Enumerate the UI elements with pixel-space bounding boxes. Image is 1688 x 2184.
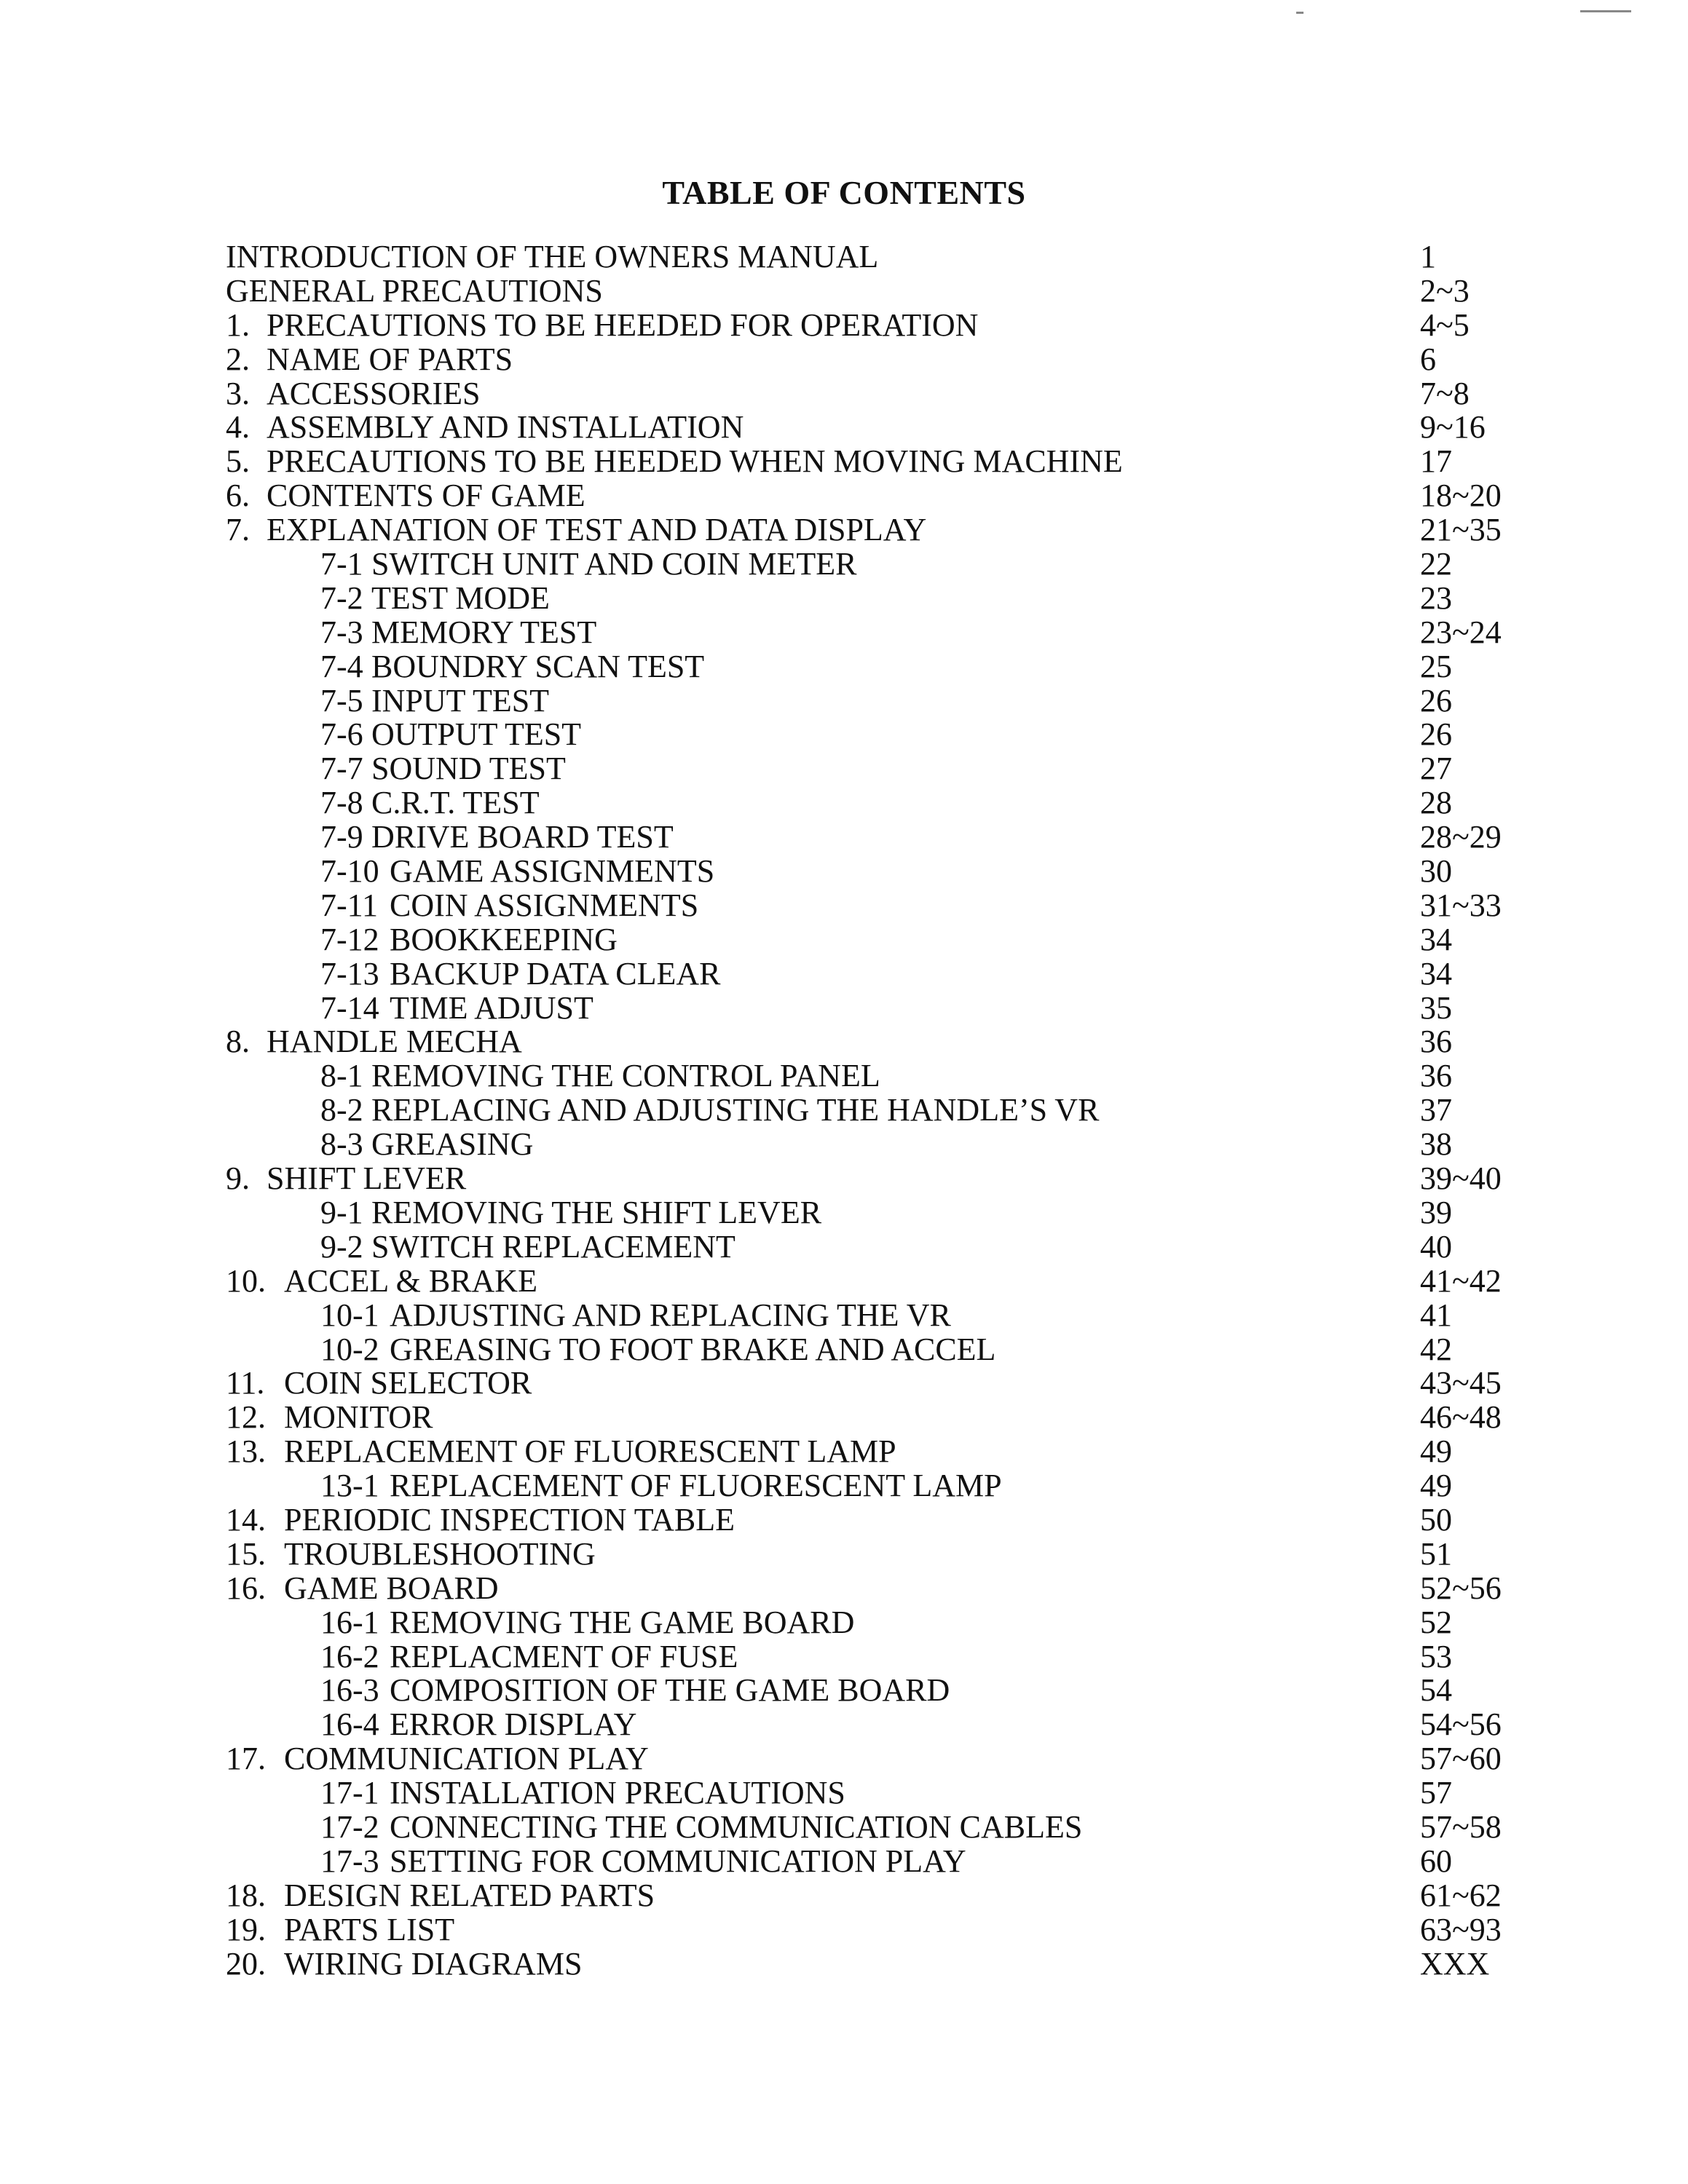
- toc-entry-page: 38: [1420, 1126, 1452, 1163]
- toc-entry-label: COIN SELECTOR: [284, 1365, 532, 1401]
- toc-entry-label: INTRODUCTION OF THE OWNERS MANUAL: [226, 239, 879, 274]
- toc-entry: [226, 445, 1537, 479]
- toc-entry-page: 25: [1420, 648, 1452, 684]
- toc-entry-page: 57~60: [1420, 1741, 1502, 1777]
- toc-entry-page: 28: [1420, 785, 1452, 821]
- toc-entry: [226, 306, 1537, 343]
- toc-entry-page: 26: [1420, 682, 1452, 719]
- toc-entry: [226, 274, 1537, 309]
- toc-entry-page: 4~5: [1420, 306, 1470, 343]
- toc-entry-page: 41~42: [1420, 1262, 1502, 1299]
- toc-entry-number: 18.: [226, 1877, 266, 1913]
- toc-entry-page: 61~62: [1420, 1877, 1502, 1913]
- toc-entry-page: 18~20: [1420, 478, 1502, 514]
- toc-entry-page: 50: [1420, 1501, 1452, 1538]
- toc-entry-number: 7-8: [320, 785, 363, 821]
- toc-entry-page: 23~24: [1420, 614, 1502, 650]
- toc-entry: [226, 650, 1537, 684]
- toc-entry-label: BOUNDRY SCAN TEST: [371, 648, 705, 684]
- toc-entry-number: 5.: [226, 443, 250, 480]
- toc-entry-label: REMOVING THE CONTROL PANEL: [371, 1058, 880, 1094]
- toc-entry-number: 20.: [226, 1945, 266, 1982]
- toc-entry-number: 15.: [226, 1535, 266, 1572]
- toc-entry-number: 16-2: [320, 1638, 379, 1674]
- toc-entry-label: REPLACEMENT OF FLUORESCENT LAMP: [284, 1433, 896, 1470]
- toc-entry: [226, 1025, 1537, 1059]
- toc-entry-number: 7-9: [320, 819, 363, 855]
- toc-entry: [226, 1262, 1537, 1299]
- toc-entry-page: 35: [1420, 989, 1452, 1026]
- toc-entry: [226, 1128, 1537, 1162]
- toc-entry: [226, 752, 1537, 786]
- toc-entry-page: 26: [1420, 716, 1452, 753]
- toc-entry-page: 49: [1420, 1468, 1452, 1504]
- toc-entry-label: CONTENTS OF GAME: [267, 478, 585, 514]
- toc-entry-number: 12.: [226, 1399, 266, 1436]
- toc-entry-page: 49: [1420, 1433, 1452, 1470]
- toc-entry-label: REPLACING AND ADJUSTING THE HANDLE’S VR: [371, 1092, 1100, 1128]
- toc-entry-page: 30: [1420, 853, 1452, 890]
- toc-entry-number: 7-1: [320, 546, 363, 582]
- toc-entry-label: TROUBLESHOOTING: [284, 1535, 596, 1572]
- toc-entry-number: 9-1: [320, 1194, 363, 1230]
- toc-entry: [226, 1947, 1537, 1982]
- toc-entry-label: SWITCH UNIT AND COIN METER: [371, 546, 857, 582]
- toc-entry-number: 17-2: [320, 1808, 379, 1845]
- toc-entry-label: SWITCH REPLACEMENT: [371, 1228, 735, 1265]
- toc-entry-number: 7-7: [320, 751, 363, 787]
- toc-entry: [226, 1230, 1537, 1265]
- toc-entry-label: SOUND TEST: [371, 751, 566, 787]
- toc-entry-number: 17-3: [320, 1843, 379, 1879]
- toc-entry-label: WIRING DIAGRAMS: [284, 1945, 583, 1982]
- toc-entry-label: NAME OF PARTS: [267, 341, 513, 377]
- toc-entry-number: 7-10: [320, 853, 379, 890]
- toc-entry-label: INPUT TEST: [371, 682, 550, 719]
- toc-entry-label: SETTING FOR COMMUNICATION PLAY: [390, 1843, 966, 1879]
- toc-entry-number: 17-1: [320, 1775, 379, 1811]
- toc-entry-label: COIN ASSIGNMENTS: [390, 887, 699, 923]
- toc-entry-label: REPLACMENT OF FUSE: [390, 1638, 738, 1674]
- toc-entry-label: ERROR DISPLAY: [390, 1706, 637, 1743]
- toc-entry: [226, 923, 1537, 957]
- toc-entry-number: 10.: [226, 1262, 266, 1299]
- toc-entry-page: 23: [1420, 579, 1452, 616]
- toc-entry: [226, 377, 1537, 411]
- toc-entry-number: 16.: [226, 1570, 266, 1606]
- toc-entry: [226, 1469, 1537, 1503]
- toc-entry-number: 8-3: [320, 1126, 363, 1163]
- toc-entry-page: 51: [1420, 1535, 1452, 1572]
- toc-entry-number: 7-14: [320, 989, 379, 1026]
- toc-entry-label: ACCESSORIES: [267, 375, 481, 411]
- toc-entry-number: 9.: [226, 1160, 250, 1197]
- toc-entry-page: XXX: [1420, 1945, 1490, 1982]
- toc-entry-page: 52: [1420, 1604, 1452, 1640]
- toc-entry: [226, 1435, 1537, 1469]
- toc-entry: [226, 1606, 1537, 1640]
- toc-entry-page: 43~45: [1420, 1365, 1502, 1401]
- toc-entry-label: BOOKKEEPING: [390, 921, 618, 957]
- toc-entry-label: MONITOR: [284, 1399, 433, 1436]
- toc-entry-number: 7-12: [320, 921, 379, 957]
- toc-entry-label: BACKUP DATA CLEAR: [390, 955, 721, 992]
- toc-entry-number: 7-11: [320, 887, 379, 923]
- toc-entry-label: GENERAL PRECAUTIONS: [226, 272, 603, 309]
- toc-entry: [226, 1640, 1537, 1674]
- toc-entry-number: 6.: [226, 478, 250, 514]
- toc-entry-label: GAME BOARD: [284, 1570, 499, 1606]
- toc-entry-label: OUTPUT TEST: [371, 716, 582, 753]
- toc-entry: [226, 343, 1537, 377]
- toc-entry-number: 9-2: [320, 1228, 363, 1265]
- toc-entry-number: 13-1: [320, 1468, 379, 1504]
- toc-entry-label: MEMORY TEST: [371, 614, 597, 650]
- toc-entry-page: 40: [1420, 1228, 1452, 1265]
- toc-entry: [226, 1808, 1537, 1845]
- toc-entry: [226, 1299, 1537, 1333]
- scan-artifact-line: [1580, 10, 1631, 12]
- toc-entry-page: 6: [1420, 341, 1436, 377]
- toc-entry: [226, 240, 1537, 274]
- toc-entry-label: REPLACEMENT OF FLUORESCENT LAMP: [390, 1468, 1002, 1504]
- toc-entry-page: 7~8: [1420, 375, 1470, 411]
- toc-entry-number: 11.: [226, 1365, 265, 1401]
- toc-entry-page: 21~35: [1420, 512, 1502, 548]
- toc-entry-label: GAME ASSIGNMENTS: [390, 853, 715, 890]
- toc-entry-label: C.R.T. TEST: [371, 785, 540, 821]
- toc-entry-number: 10-2: [320, 1331, 379, 1367]
- toc-entry: [226, 1503, 1537, 1538]
- toc-entry-number: 16-1: [320, 1604, 379, 1640]
- toc-entry: [226, 1572, 1537, 1606]
- toc-entry: [226, 1708, 1537, 1742]
- toc-entry-label: INSTALLATION PRECAUTIONS: [390, 1775, 845, 1811]
- toc-entry: [226, 1674, 1537, 1708]
- toc-entry: [226, 1366, 1537, 1401]
- toc-entry-page: 41: [1420, 1297, 1452, 1333]
- toc-entry: [226, 479, 1537, 513]
- toc-entry: [226, 1742, 1537, 1776]
- toc-entry: [226, 1059, 1537, 1093]
- toc-entry-page: 1: [1420, 239, 1436, 274]
- toc-entry-label: GREASING TO FOOT BRAKE AND ACCEL: [390, 1331, 996, 1367]
- toc-entry-number: 2.: [226, 341, 250, 377]
- toc-entry-number: 4.: [226, 409, 250, 446]
- toc-entry: [226, 957, 1537, 992]
- toc-entry-label: COMPOSITION OF THE GAME BOARD: [390, 1672, 950, 1709]
- toc-entry-page: 54~56: [1420, 1706, 1502, 1743]
- toc-entry-page: 53: [1420, 1638, 1452, 1674]
- toc-entry-page: 27: [1420, 751, 1452, 787]
- toc-entry-label: REMOVING THE SHIFT LEVER: [371, 1194, 822, 1230]
- toc-entry: [226, 855, 1537, 889]
- toc-entry: [226, 1879, 1537, 1913]
- toc-entry-number: 1.: [226, 306, 250, 343]
- toc-entry-page: 60: [1420, 1843, 1452, 1879]
- toc-entry-label: EXPLANATION OF TEST AND DATA DISPLAY: [267, 512, 927, 548]
- toc-entry-number: 7-3: [320, 614, 363, 650]
- toc-entry-page: 31~33: [1420, 887, 1502, 923]
- toc-entry: [226, 684, 1537, 719]
- toc-entry-label: TIME ADJUST: [390, 989, 593, 1026]
- toc-entry-page: 36: [1420, 1024, 1452, 1060]
- toc-entry-label: REMOVING THE GAME BOARD: [390, 1604, 855, 1640]
- scan-artifact-dash: [1296, 12, 1304, 14]
- toc-entry-number: 7-2: [320, 579, 363, 616]
- toc-entry-label: CONNECTING THE COMMUNICATION CABLES: [390, 1808, 1083, 1845]
- toc-entry-page: 2~3: [1420, 272, 1470, 309]
- toc-entry: [226, 820, 1537, 855]
- toc-entry: [226, 718, 1537, 752]
- toc-entry-page: 54: [1420, 1672, 1452, 1709]
- toc-entry-number: 17.: [226, 1741, 266, 1777]
- toc-entry-label: HANDLE MECHA: [267, 1024, 522, 1060]
- toc-entry: [226, 889, 1537, 923]
- toc-entry: [226, 786, 1537, 820]
- page-title: TABLE OF CONTENTS: [662, 174, 1026, 211]
- toc-entry-number: 7.: [226, 512, 250, 548]
- toc-entry: [226, 1093, 1537, 1128]
- table-of-contents: [226, 240, 1537, 1981]
- toc-entry-number: 7-6: [320, 716, 363, 753]
- toc-entry-label: ACCEL & BRAKE: [284, 1262, 537, 1299]
- toc-entry: [226, 579, 1537, 616]
- toc-entry-page: 37: [1420, 1092, 1452, 1128]
- toc-entry-number: 8-1: [320, 1058, 363, 1094]
- toc-entry-label: SHIFT LEVER: [267, 1160, 467, 1197]
- toc-entry: [226, 1162, 1537, 1196]
- toc-entry-page: 39: [1420, 1194, 1452, 1230]
- toc-entry: [226, 1845, 1537, 1879]
- toc-entry-label: COMMUNICATION PLAY: [284, 1741, 649, 1777]
- toc-entry-page: 42: [1420, 1331, 1452, 1367]
- toc-entry-page: 17: [1420, 443, 1452, 480]
- toc-entry: [226, 1333, 1537, 1367]
- toc-entry-number: 8.: [226, 1024, 250, 1060]
- toc-entry-label: DRIVE BOARD TEST: [371, 819, 674, 855]
- toc-entry: [226, 411, 1537, 445]
- toc-entry-number: 13.: [226, 1433, 266, 1470]
- toc-entry-label: GREASING: [371, 1126, 534, 1163]
- toc-entry: [226, 1776, 1537, 1811]
- toc-entry-label: PRECAUTIONS TO BE HEEDED WHEN MOVING MACHINE: [267, 443, 1123, 480]
- toc-entry-number: 7-5: [320, 682, 363, 719]
- toc-entry-label: PRECAUTIONS TO BE HEEDED FOR OPERATION: [267, 306, 979, 343]
- toc-entry-page: 39~40: [1420, 1160, 1502, 1197]
- toc-entry-page: 52~56: [1420, 1570, 1502, 1606]
- toc-entry-page: 46~48: [1420, 1399, 1502, 1436]
- toc-entry-page: 9~16: [1420, 409, 1486, 446]
- toc-entry-page: 57~58: [1420, 1808, 1502, 1845]
- toc-entry-page: 63~93: [1420, 1911, 1502, 1947]
- toc-entry-number: 7-4: [320, 648, 363, 684]
- toc-entry-label: TEST MODE: [371, 579, 550, 616]
- toc-entry-page: 34: [1420, 921, 1452, 957]
- toc-entry-label: PERIODIC INSPECTION TABLE: [284, 1501, 735, 1538]
- toc-entry-page: 34: [1420, 955, 1452, 992]
- toc-entry-number: 7-13: [320, 955, 379, 992]
- toc-entry-page: 36: [1420, 1058, 1452, 1094]
- toc-entry-number: 8-2: [320, 1092, 363, 1128]
- toc-entry: [226, 1535, 1537, 1572]
- toc-entry: [226, 616, 1537, 650]
- toc-entry-label: ADJUSTING AND REPLACING THE VR: [390, 1297, 951, 1333]
- toc-entry-number: 16-4: [320, 1706, 379, 1743]
- toc-entry: [226, 1913, 1537, 1947]
- toc-entry-label: PARTS LIST: [284, 1911, 455, 1947]
- toc-entry-page: 57: [1420, 1775, 1452, 1811]
- toc-entry: [226, 1401, 1537, 1435]
- toc-entry: [226, 547, 1537, 582]
- toc-entry-page: 22: [1420, 546, 1452, 582]
- toc-entry: [226, 513, 1537, 547]
- toc-entry-number: 10-1: [320, 1297, 379, 1333]
- toc-entry-number: 16-3: [320, 1672, 379, 1709]
- toc-entry-number: 19.: [226, 1911, 266, 1947]
- toc-entry-number: 14.: [226, 1501, 266, 1538]
- toc-entry: [226, 1196, 1537, 1230]
- toc-entry-label: ASSEMBLY AND INSTALLATION: [267, 409, 744, 446]
- toc-entry: [226, 989, 1537, 1026]
- toc-entry-number: 3.: [226, 375, 250, 411]
- toc-entry-label: DESIGN RELATED PARTS: [284, 1877, 655, 1913]
- toc-entry-page: 28~29: [1420, 819, 1502, 855]
